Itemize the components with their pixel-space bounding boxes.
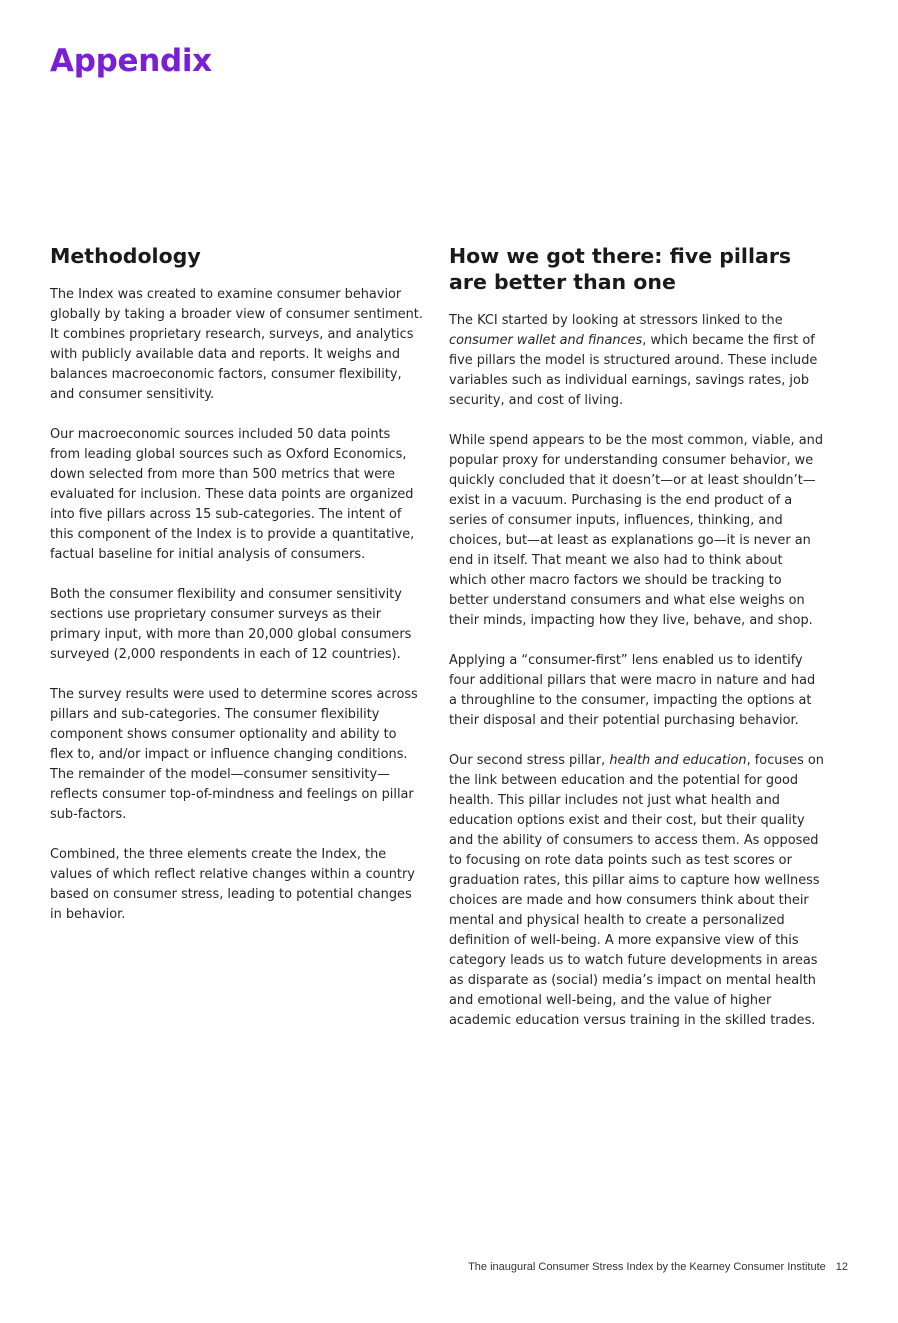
paragraph-text: , focuses on the link between education and the potential for good health. This pillar includes not just what health and education options exist and their cost, but their quality and the ability of consumers to access them. As opposed to focusing on rote data points such as test scores or graduation rates, this pillar aims to capture how wellness choices are made and how consumers think about their mental and physical health to create a personalized definition of well-being. A more expansive view of this category leads us to watch future developments in areas as disparate as (social) media’s impact on mental health and emotional well-being, and the value of higher academic education versus training in the skilled trades. bbox=[449, 753, 824, 1028]
pillars-paragraph bbox=[449, 311, 824, 411]
methodology-paragraph: Our macroeconomic sources included 50 data points from leading global sources such as Oxford Economics, down selected from more than 500 metrics that were evaluated for inclusion. These data points are organized into five pillars across 15 sub-categories. The intent of this component of the Index is to provide a quantitative, factual baseline for initial analysis of consumers. bbox=[50, 427, 415, 562]
page-title: Appendix bbox=[50, 43, 212, 79]
pillars-paragraph: While spend appears to be the most common, viable, and popular proxy for understanding consumer behavior, we quickly concluded that it doesn’t—or at least shouldn’t—exist in a vacuum. Purchasing is the end product of a series of consumer inputs, influences, thinking, and choices, but—at least as explanations go—it is never an end in itself. That meant we also had to think about which other macro factors we should be tracking to better understand consumers and what else weighs on their minds, impacting how they live, behave, and shop. bbox=[449, 433, 823, 628]
page-footer bbox=[468, 1259, 848, 1275]
page-number: 12 bbox=[835, 1261, 848, 1273]
paragraph-text: Our second stress pillar, bbox=[449, 753, 610, 768]
pillars-heading: How we got there: five pillars are better than one bbox=[449, 244, 792, 294]
emphasis-text: health and education bbox=[609, 753, 747, 768]
emphasis-text: consumer wallet and finances bbox=[449, 333, 643, 348]
methodology-paragraph: Both the consumer flexibility and consumer sensitivity sections use proprietary consumer surveys as their primary input, with more than 20,000 global consumers surveyed (2,000 respondents in each of 12 countries). bbox=[50, 587, 412, 662]
methodology-paragraph: Combined, the three elements create the Index, the values of which reflect relative changes within a country based on consumer stress, leading to potential changes in behavior. bbox=[50, 847, 415, 922]
methodology-paragraph: The survey results were used to determine scores across pillars and sub-categories. The consumer flexibility component shows consumer optionality and ability to flex to, and/or impact or influence changing conditions. The remainder of the model—consumer sensitivity—reflects consumer top-of-mindness and feelings on pillar sub-factors. bbox=[50, 687, 418, 822]
methodology-section bbox=[50, 243, 424, 945]
paragraph-text: The KCI started by looking at stressors linked to the bbox=[449, 313, 783, 328]
pillars-section bbox=[449, 243, 824, 1051]
pillars-paragraph bbox=[449, 751, 824, 1031]
methodology-paragraph: The Index was created to examine consumer behavior globally by taking a broader view of consumer sentiment. It combines proprietary research, surveys, and analytics with publicly available data and reports. It weighs and balances macroeconomic factors, consumer flexibility, and consumer sensitivity. bbox=[50, 287, 423, 402]
pillars-paragraph: Applying a “consumer-first” lens enabled us to identify four additional pillars that were macro in nature and had a throughline to the consumer, impacting the options at their disposal and their potential purchasing behavior. bbox=[449, 653, 816, 728]
footer-text: The inaugural Consumer Stress Index by the Kearney Consumer Institute bbox=[468, 1261, 826, 1273]
paragraph-text: , which became the first of five pillars the model is structured around. These include variables such as individual earnings, savings rates, job security, and cost of living. bbox=[449, 333, 818, 408]
methodology-heading: Methodology bbox=[50, 244, 201, 268]
